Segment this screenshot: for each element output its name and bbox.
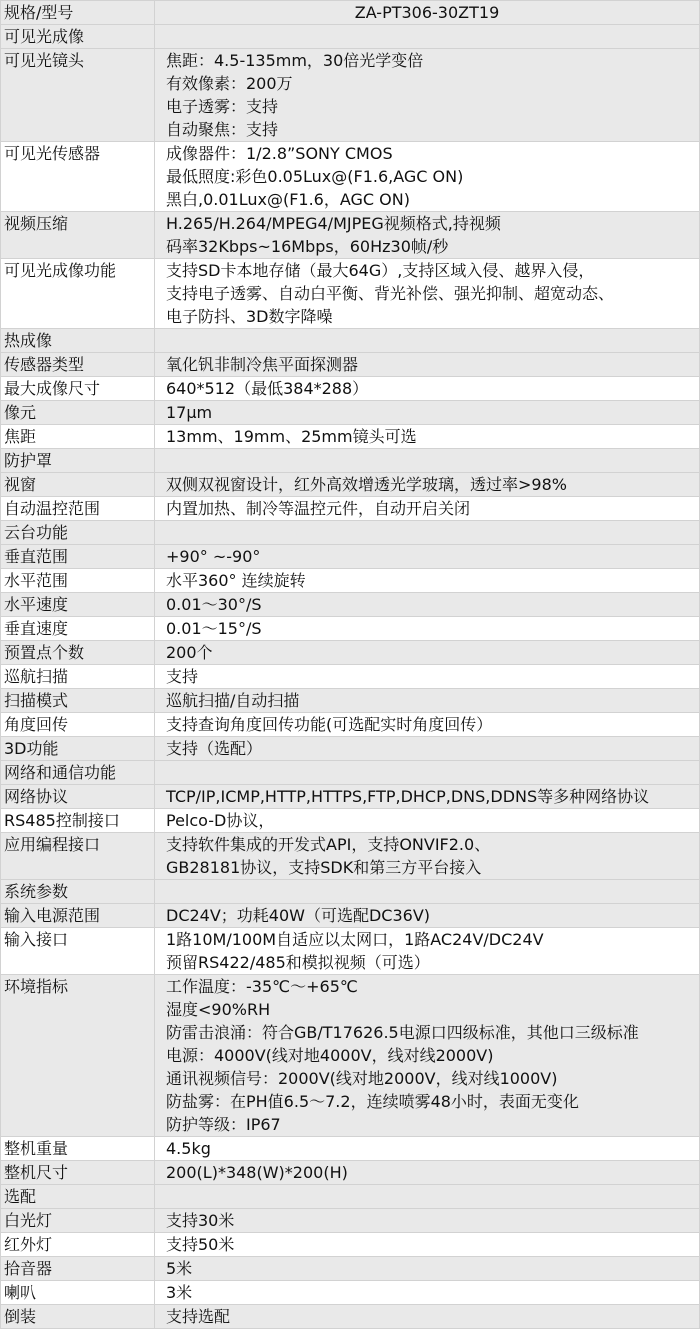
spec-row xyxy=(1,259,700,329)
spec-value-line: 水平360° 连续旋转 xyxy=(166,571,306,590)
spec-row xyxy=(1,593,700,617)
spec-value-line: 0.01～30°/S xyxy=(166,595,262,614)
spec-label: 视频压缩 xyxy=(1,212,155,259)
spec-value-line: 200(L)*348(W)*200(H) xyxy=(166,1163,348,1182)
spec-label: 3D功能 xyxy=(1,737,155,761)
spec-value xyxy=(155,1233,700,1257)
spec-label: 传感器类型 xyxy=(1,353,155,377)
spec-row xyxy=(1,425,700,449)
spec-value-line: 支持SD卡本地存储（最大64G）,支持区域入侵、越界入侵， xyxy=(166,261,595,280)
section-header-row xyxy=(1,329,700,353)
spec-value-line: 支持（选配） xyxy=(166,739,263,758)
section-title: 网络和通信功能 xyxy=(1,761,155,785)
spec-value-line: 支持软件集成的开发式API，支持ONVIF2.0、 xyxy=(166,835,491,854)
spec-label: 输入电源范围 xyxy=(1,904,155,928)
spec-value xyxy=(155,142,700,212)
section-spacer xyxy=(155,761,700,785)
spec-value-line: 640*512（最低384*288） xyxy=(166,379,369,398)
spec-value-line: 200个 xyxy=(166,643,213,662)
spec-label: 焦距 xyxy=(1,425,155,449)
spec-label: 喇叭 xyxy=(1,1281,155,1305)
spec-value-line: 巡航扫描/自动扫描 xyxy=(166,691,300,710)
spec-value xyxy=(155,473,700,497)
spec-row xyxy=(1,928,700,975)
spec-row xyxy=(1,1281,700,1305)
spec-value-line: 内置加热、制冷等温控元件，自动开启关闭 xyxy=(166,499,471,518)
section-title: 防护罩 xyxy=(1,449,155,473)
spec-label: 像元 xyxy=(1,401,155,425)
spec-row xyxy=(1,142,700,212)
spec-row xyxy=(1,833,700,880)
spec-value-line: 焦距：4.5-135mm，30倍光学变倍 xyxy=(166,51,424,70)
spec-value-line: 码率32Kbps~16Mbps，60Hz30帧/秒 xyxy=(166,237,449,256)
section-title: 系统参数 xyxy=(1,880,155,904)
spec-label: 扫描模式 xyxy=(1,689,155,713)
section-title: 选配 xyxy=(1,1185,155,1209)
section-spacer xyxy=(155,521,700,545)
spec-value xyxy=(155,809,700,833)
spec-value-line: 电子透雾：支持 xyxy=(166,97,279,116)
section-spacer xyxy=(155,25,700,49)
spec-row xyxy=(1,401,700,425)
spec-value-line: 黑白,0.01Lux@(F1.6，AGC ON) xyxy=(166,190,410,209)
spec-value-line: 支持 xyxy=(166,667,199,686)
spec-label: 网络协议 xyxy=(1,785,155,809)
section-header-row xyxy=(1,880,700,904)
section-spacer xyxy=(155,880,700,904)
section-header-row xyxy=(1,449,700,473)
spec-label: 水平范围 xyxy=(1,569,155,593)
spec-row xyxy=(1,377,700,401)
spec-table-body xyxy=(1,1,700,1329)
spec-value xyxy=(155,212,700,259)
spec-value xyxy=(155,497,700,521)
section-spacer xyxy=(155,1185,700,1209)
spec-value xyxy=(155,617,700,641)
spec-row xyxy=(1,665,700,689)
spec-value-line: 通讯视频信号：2000V(线对地2000V，线对线1000V) xyxy=(166,1069,558,1088)
spec-value-line: GB28181协议，支持SDK和第三方平台接入 xyxy=(166,858,482,877)
spec-value xyxy=(155,377,700,401)
spec-value xyxy=(155,1209,700,1233)
spec-row xyxy=(1,1233,700,1257)
spec-row xyxy=(1,809,700,833)
spec-row xyxy=(1,713,700,737)
spec-row xyxy=(1,545,700,569)
spec-value-line: 成像器件：1/2.8”SONY CMOS xyxy=(166,144,393,163)
spec-row xyxy=(1,689,700,713)
spec-value-line: 1路10M/100M自适应以太网口，1路AC24V/DC24V xyxy=(166,930,544,949)
spec-row xyxy=(1,904,700,928)
spec-value xyxy=(155,1137,700,1161)
spec-label: 环境指标 xyxy=(1,975,155,1137)
spec-value-line: 支持查询角度回传功能(可选配实时角度回传） xyxy=(166,715,493,734)
spec-value xyxy=(155,353,700,377)
spec-value-line: 0.01～15°/S xyxy=(166,619,262,638)
spec-value xyxy=(155,833,700,880)
spec-row xyxy=(1,49,700,142)
spec-label: 巡航扫描 xyxy=(1,665,155,689)
spec-value xyxy=(155,665,700,689)
spec-value-line: 氧化钒非制冷焦平面探测器 xyxy=(166,355,359,374)
spec-value-line: 13mm、19mm、25mm镜头可选 xyxy=(166,427,417,446)
spec-value xyxy=(155,1281,700,1305)
spec-value xyxy=(155,259,700,329)
spec-row xyxy=(1,641,700,665)
spec-value xyxy=(155,785,700,809)
section-spacer xyxy=(155,329,700,353)
spec-value-line: Pelco-D协议， xyxy=(166,811,275,830)
header-label: 规格/型号 xyxy=(1,1,155,25)
section-title: 热成像 xyxy=(1,329,155,353)
section-header-row xyxy=(1,521,700,545)
section-header-row xyxy=(1,761,700,785)
spec-value xyxy=(155,928,700,975)
spec-value xyxy=(155,641,700,665)
spec-value xyxy=(155,975,700,1137)
spec-label: 角度回传 xyxy=(1,713,155,737)
section-title: 云台功能 xyxy=(1,521,155,545)
spec-value-line: 最低照度:彩色0.05Lux@(F1.6,AGC ON) xyxy=(166,167,464,186)
spec-value xyxy=(155,569,700,593)
spec-label: 整机重量 xyxy=(1,1137,155,1161)
spec-value xyxy=(155,1161,700,1185)
section-spacer xyxy=(155,449,700,473)
spec-row xyxy=(1,785,700,809)
spec-value-line: 工作温度：-35℃～+65℃ xyxy=(166,977,358,996)
spec-value-line: 防雷击浪涌：符合GB/T17626.5电源口四级标准，其他口三级标准 xyxy=(166,1023,639,1042)
spec-label: 视窗 xyxy=(1,473,155,497)
spec-label: RS485控制接口 xyxy=(1,809,155,833)
spec-label: 垂直速度 xyxy=(1,617,155,641)
spec-value-line: 17μm xyxy=(166,403,213,422)
spec-label: 白光灯 xyxy=(1,1209,155,1233)
spec-row xyxy=(1,1137,700,1161)
spec-value xyxy=(155,425,700,449)
spec-row xyxy=(1,473,700,497)
spec-value-line: 有效像素：200万 xyxy=(166,74,293,93)
spec-row xyxy=(1,569,700,593)
spec-value-line: +90° ~-90° xyxy=(166,547,261,566)
spec-label: 拾音器 xyxy=(1,1257,155,1281)
spec-label: 预置点个数 xyxy=(1,641,155,665)
section-title: 可见光成像 xyxy=(1,25,155,49)
spec-label: 可见光传感器 xyxy=(1,142,155,212)
section-header-row xyxy=(1,25,700,49)
spec-value-line: 电子防抖、3D数字降噪 xyxy=(166,307,333,326)
spec-row xyxy=(1,353,700,377)
spec-label: 可见光成像功能 xyxy=(1,259,155,329)
spec-row xyxy=(1,737,700,761)
spec-label: 最大成像尺寸 xyxy=(1,377,155,401)
spec-value xyxy=(155,689,700,713)
spec-value-line: 电源：4000V(线对地4000V，线对线2000V) xyxy=(166,1046,494,1065)
spec-value-line: 自动聚焦：支持 xyxy=(166,120,279,139)
spec-row xyxy=(1,497,700,521)
spec-value-line: 支持电子透雾、自动白平衡、背光补偿、强光抑制、超宽动态、 xyxy=(166,284,615,303)
spec-value-line: 3米 xyxy=(166,1283,193,1302)
spec-label: 整机尺寸 xyxy=(1,1161,155,1185)
spec-label: 应用编程接口 xyxy=(1,833,155,880)
spec-value-line: H.265/H.264/MPEG4/MJPEG视频格式,持视频 xyxy=(166,214,501,233)
spec-value-line: 支持50米 xyxy=(166,1235,235,1254)
spec-value xyxy=(155,1305,700,1329)
spec-row xyxy=(1,617,700,641)
spec-value xyxy=(155,713,700,737)
spec-row xyxy=(1,1209,700,1233)
spec-value-line: TCP/IP,ICMP,HTTP,HTTPS,FTP,DHCP,DNS,DDNS等多种网络协议 xyxy=(166,787,650,806)
spec-value-line: 防护等级：IP67 xyxy=(166,1115,281,1134)
spec-row xyxy=(1,1305,700,1329)
spec-value-line: 4.5kg xyxy=(166,1139,211,1158)
spec-value-line: 支持选配 xyxy=(166,1307,231,1326)
spec-row xyxy=(1,1161,700,1185)
spec-value-line: 湿度<90%RH xyxy=(166,1000,271,1019)
spec-label: 输入接口 xyxy=(1,928,155,975)
spec-row xyxy=(1,212,700,259)
spec-value-line: 预留RS422/485和模拟视频（可选） xyxy=(166,953,430,972)
spec-value xyxy=(155,593,700,617)
spec-label: 垂直范围 xyxy=(1,545,155,569)
spec-label: 可见光镜头 xyxy=(1,49,155,142)
spec-value-line: 双侧双视窗设计，红外高效增透光学玻璃，透过率>98% xyxy=(166,475,567,494)
spec-value-line: DC24V；功耗40W（可选配DC36V) xyxy=(166,906,431,925)
spec-value-line: 支持30米 xyxy=(166,1211,235,1230)
spec-value xyxy=(155,545,700,569)
model-number: ZA-PT306-30ZT19 xyxy=(155,1,700,25)
spec-label: 倒装 xyxy=(1,1305,155,1329)
spec-row xyxy=(1,1257,700,1281)
spec-value xyxy=(155,401,700,425)
spec-value xyxy=(155,904,700,928)
section-header-row xyxy=(1,1185,700,1209)
spec-label: 自动温控范围 xyxy=(1,497,155,521)
spec-label: 红外灯 xyxy=(1,1233,155,1257)
spec-label: 水平速度 xyxy=(1,593,155,617)
spec-row xyxy=(1,975,700,1137)
spec-value-line: 5米 xyxy=(166,1259,193,1278)
spec-value xyxy=(155,49,700,142)
header-row xyxy=(1,1,700,25)
spec-value xyxy=(155,1257,700,1281)
spec-value-line: 防盐雾：在PH值6.5～7.2，连续喷雾48小时，表面无变化 xyxy=(166,1092,579,1111)
spec-value xyxy=(155,737,700,761)
